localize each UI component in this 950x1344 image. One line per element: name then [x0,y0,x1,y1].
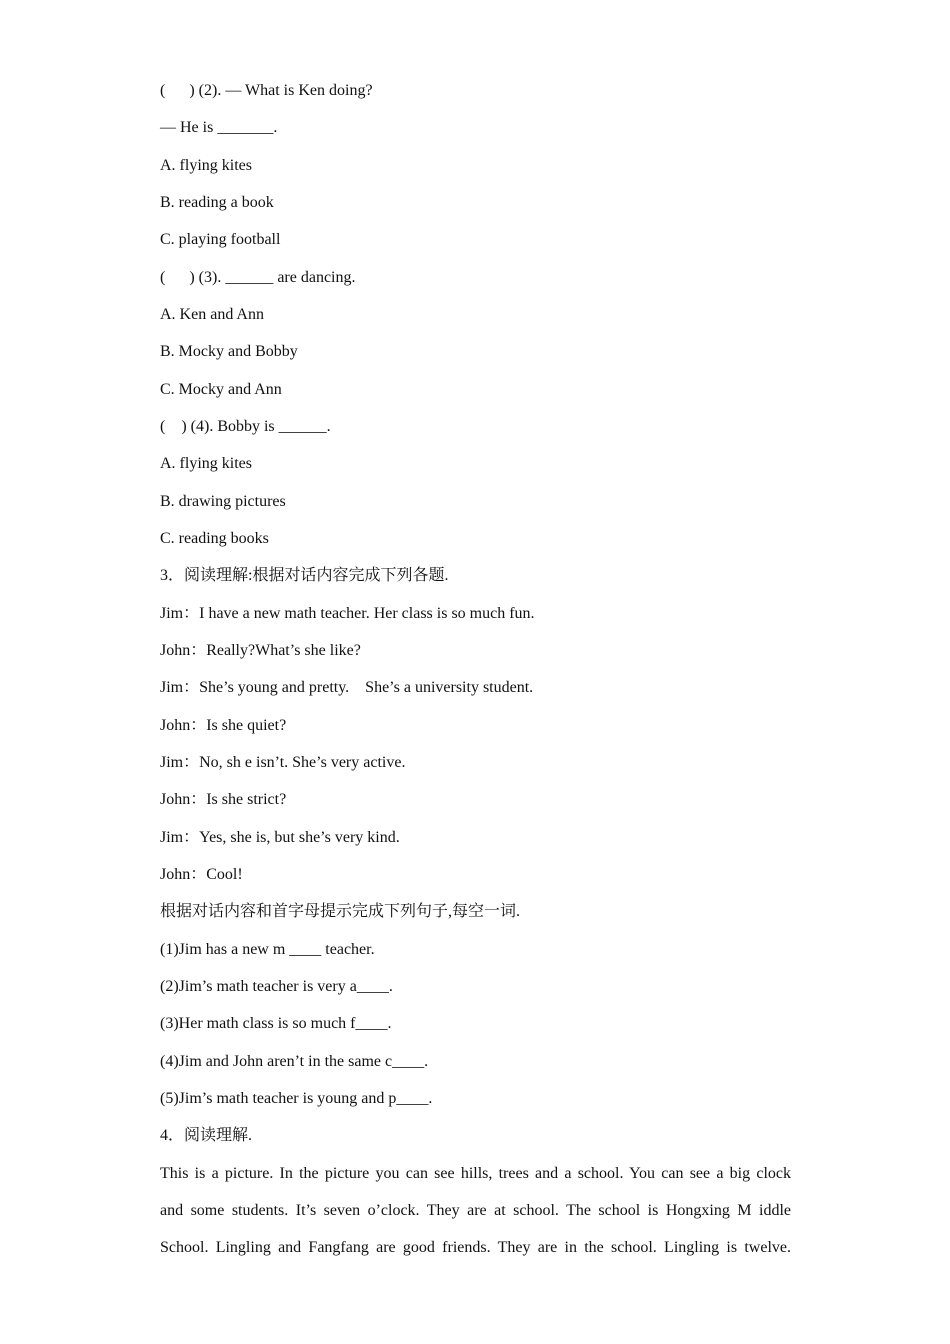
section-3-heading: 3．阅读理解:根据对话内容完成下列各题. [160,567,449,584]
section-4-heading: 4．阅读理解. [160,1127,253,1144]
dialogue-line: Jim：I have a new math teacher. Her class is so much fun. [160,605,535,622]
question-2-option-c: C. playing football [160,231,281,248]
question-2-prompt: ( ) (2). — What is Ken doing? [160,82,373,99]
question-2-option-b: B. reading a book [160,194,274,211]
dialogue-line: John：Is she quiet? [160,717,287,734]
section-3-instruction: 根据对话内容和首字母提示完成下列句子,每空一词. [160,903,521,920]
question-2-option-a: A. flying kites [160,157,252,174]
question-4-option-c: C. reading books [160,530,269,547]
dialogue-line: John：Is she strict? [160,791,287,808]
question-4-option-b: B. drawing pictures [160,493,286,510]
question-3-option-a: A. Ken and Ann [160,306,264,323]
passage-line: and some students. It’s seven o’clock. They are at school. The school is Hongxing M iddle [160,1202,791,1219]
fill-in-item: (2)Jim’s math teacher is very a____. [160,978,393,995]
dialogue-line: John：Cool! [160,866,243,883]
dialogue-line: Jim：She’s young and pretty. She’s a university student. [160,679,534,696]
dialogue-line: John：Really?What’s she like? [160,642,361,659]
question-4-prompt: ( ) (4). Bobby is ______. [160,418,331,435]
question-4-option-a: A. flying kites [160,455,252,472]
question-3-option-c: C. Mocky and Ann [160,381,282,398]
question-3-option-b: B. Mocky and Bobby [160,343,298,360]
fill-in-item: (3)Her math class is so much f____. [160,1015,392,1032]
question-2-answer-line: — He is _______. [160,119,278,136]
passage-line: This is a picture. In the picture you can see hills, trees and a school. You can see a big clock [160,1165,791,1182]
fill-in-item: (4)Jim and John aren’t in the same c____. [160,1053,429,1070]
passage-line: School. Lingling and Fangfang are good friends. They are in the school. Lingling is twelve. [160,1239,791,1256]
dialogue-line: Jim：Yes, she is, but she’s very kind. [160,829,400,846]
fill-in-item: (5)Jim’s math teacher is young and p____. [160,1090,433,1107]
question-3-prompt: ( ) (3). ______ are dancing. [160,269,356,286]
fill-in-item: (1)Jim has a new m ____ teacher. [160,941,375,958]
dialogue-line: Jim：No, sh e isn’t. She’s very active. [160,754,406,771]
